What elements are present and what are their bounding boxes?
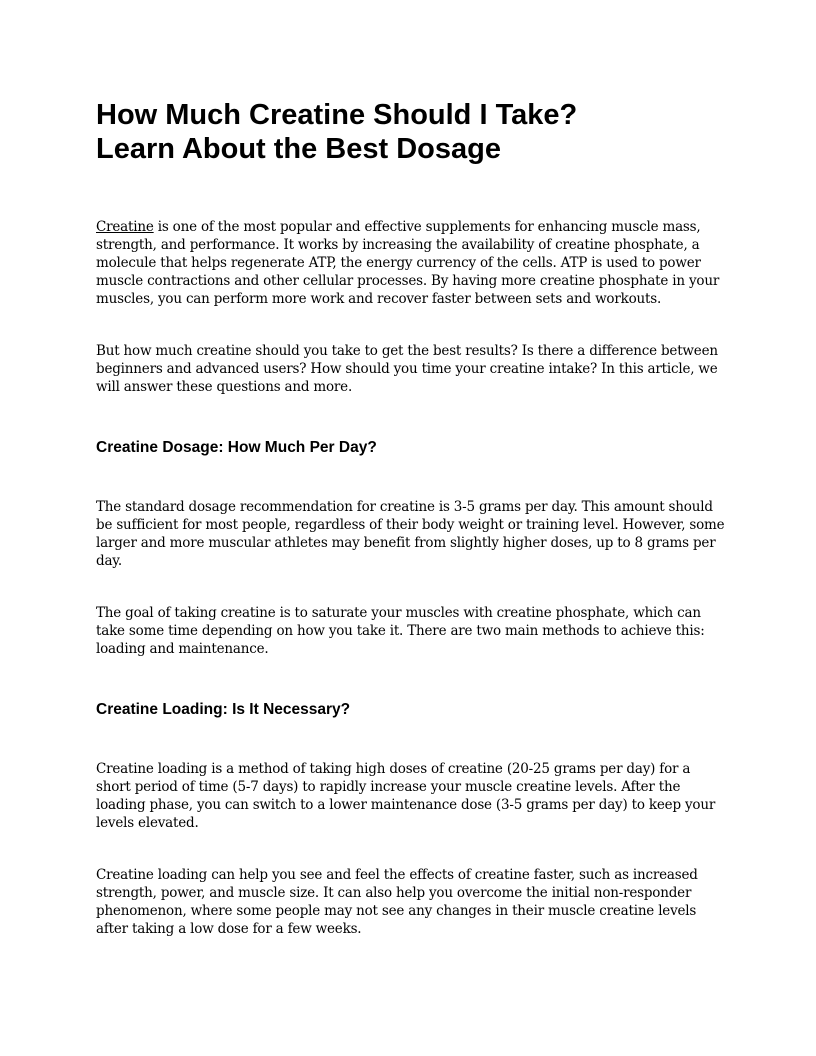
- document-page: [96, 98, 726, 938]
- section-heading-loading: Creatine Loading: Is It Necessary?: [96, 701, 351, 718]
- saturation-paragraph: The goal of taking creatine is to saturate your muscles with creatine phosphate, which can take some time depending on how you take it. There are two main methods to achieve this: loading and maintenance.: [96, 605, 705, 657]
- intro-paragraph: [96, 218, 726, 308]
- page-title: [96, 98, 726, 166]
- loading-paragraph: Creatine loading is a method of taking high doses of creatine (20-25 grams per day) for a short period of time (5-7 days) to rapidly increase your muscle creatine levels. After the loading phase, you can switch to a lower maintenance dose (3-5 grams per day) to keep your levels elevated.: [96, 761, 716, 831]
- page-title-line-1: How Much Creatine Should I Take?: [96, 99, 578, 131]
- page-title-line-2: Learn About the Best Dosage: [96, 133, 501, 165]
- creatine-link[interactable]: Creatine: [96, 219, 154, 235]
- dosage-paragraph: The standard dosage recommendation for creatine is 3-5 grams per day. This amount should be sufficient for most people, regardless of their body weight or training level. However, some larger and more muscular athletes may benefit from slightly higher doses, up to 8 grams per day.: [96, 499, 725, 569]
- intro-paragraph-text: is one of the most popular and effective supplements for enhancing muscle mass, strength, and performance. It works by increasing the availability of creatine phosphate, a molecule that helps regenerate ATP, the energy currency of the cells. ATP is used to power muscle contractions and other cellular processes. By having more creatine phosphate in your muscles, you can perform more work and recover faster between sets and workouts.: [96, 219, 720, 307]
- loading-benefits-paragraph: Creatine loading can help you see and feel the effects of creatine faster, such as increased strength, power, and muscle size. It can also help you overcome the initial non-responder phenomenon, where some people may not see any changes in their muscle creatine levels after taking a low dose for a few weeks.: [96, 867, 698, 937]
- section-heading-dosage: Creatine Dosage: How Much Per Day?: [96, 439, 377, 456]
- questions-paragraph: But how much creatine should you take to get the best results? Is there a difference between beginners and advanced users? How should you time your creatine intake? In this article, we will answer these questions and more.: [96, 343, 718, 395]
